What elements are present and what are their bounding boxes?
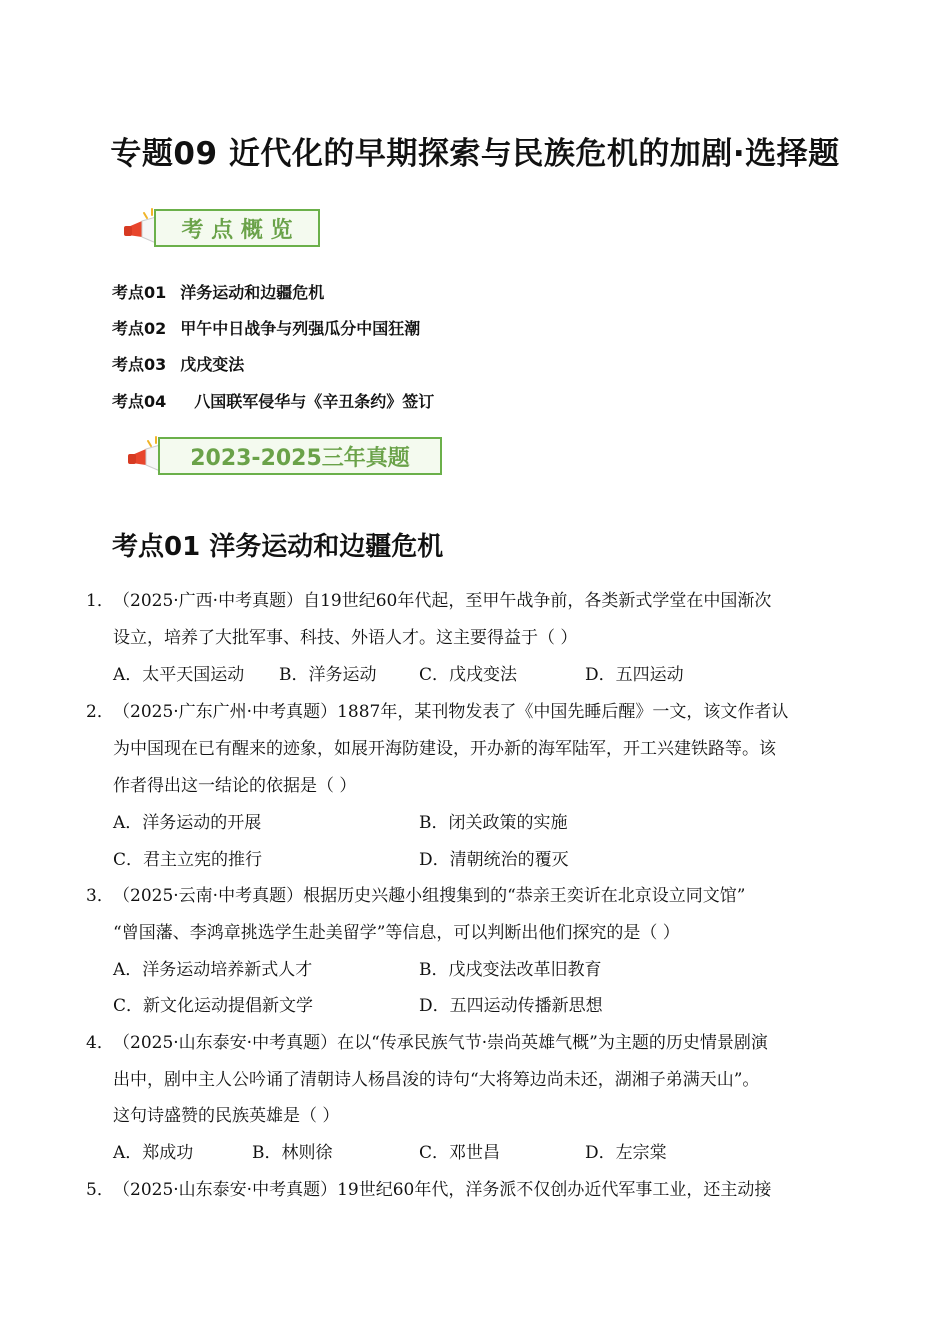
option: C．君主立宪的推行 xyxy=(113,850,263,870)
toc-text: 八国联军侵华与《辛丑条约》签订 xyxy=(194,392,435,411)
toc-number: 考点02 xyxy=(112,319,167,338)
question-text: 作者得出这一结论的依据是（ ） xyxy=(113,776,357,796)
option: C．邓世昌 xyxy=(419,1143,501,1163)
toc-text: 洋务运动和边疆危机 xyxy=(180,283,325,302)
question-text: （2025·广西·中考真题）自19世纪60年代起，至甲午战争前，各类新式学堂在中国渐次 xyxy=(113,591,772,611)
toc-item xyxy=(112,352,244,375)
toc-item xyxy=(112,280,324,303)
option: B．戊戌变法改革旧教育 xyxy=(419,960,602,980)
option: B．闭关政策的实施 xyxy=(419,813,568,833)
option: B．洋务运动 xyxy=(279,665,377,685)
toc-item xyxy=(112,389,434,412)
option: A．洋务运动培养新式人才 xyxy=(113,960,313,980)
toc-text: 戊戌变法 xyxy=(180,355,245,374)
question-number: 5． xyxy=(86,1180,114,1200)
question-text: （2025·山东泰安·中考真题）19世纪60年代，洋务派不仅创办近代军事工业，还主动接 xyxy=(113,1180,772,1200)
toc-number: 考点01 xyxy=(112,283,167,302)
overview-banner-label: 考 点 概 览 xyxy=(154,209,320,247)
question-text: 设立，培养了大批军事、科技、外语人才。这主要得益于（ ） xyxy=(113,628,578,648)
question-text: “曾国藩、李鸿章挑选学生赴美留学”等信息，可以判断出他们探究的是（ ） xyxy=(113,923,680,943)
option: A．郑成功 xyxy=(113,1143,194,1163)
document-title: 专题09 近代化的早期探索与民族危机的加剧·选择题 xyxy=(110,136,840,172)
question-number: 3． xyxy=(86,886,114,906)
option: C．新文化运动提倡新文学 xyxy=(113,996,314,1016)
option: C．戊戌变法 xyxy=(419,665,518,685)
years-banner-label: 2023-2025三年真题 xyxy=(158,437,442,475)
question-text: （2025·云南·中考真题）根据历史兴趣小组搜集到的“恭亲王奕䜣在北京设立同文馆” xyxy=(113,886,746,906)
option: D．五四运动 xyxy=(585,665,684,685)
question-number: 2． xyxy=(86,702,114,722)
question-text: 出中，剧中主人公吟诵了清朝诗人杨昌浚的诗句“大将筹边尚未还，湖湘子弟满天山”。 xyxy=(113,1070,760,1090)
toc-text: 甲午中日战争与列强瓜分中国狂潮 xyxy=(180,319,421,338)
question-text: 这句诗盛赞的民族英雄是（ ） xyxy=(113,1106,340,1126)
toc-item xyxy=(112,316,420,339)
toc-number: 考点03 xyxy=(112,355,167,374)
section-heading: 考点01 洋务运动和边疆危机 xyxy=(112,532,444,562)
option: D．左宗棠 xyxy=(585,1143,667,1163)
overview-banner xyxy=(122,205,322,249)
years-banner xyxy=(126,433,444,477)
question-text: （2025·广东广州·中考真题）1887年，某刊物发表了《中国先睡后醒》一文，该文作者认 xyxy=(113,702,789,722)
question-text: 为中国现在已有醒来的迹象，如展开海防建设，开办新的海军陆军，开工兴建铁路等。该 xyxy=(113,739,776,759)
option: D．五四运动传播新思想 xyxy=(419,996,603,1016)
toc-number: 考点04 xyxy=(112,392,167,411)
question-number: 4． xyxy=(86,1033,114,1053)
option: A．太平天国运动 xyxy=(113,665,245,685)
question-number: 1． xyxy=(86,591,114,611)
option: D．清朝统治的覆灭 xyxy=(419,850,569,870)
question-text: （2025·山东泰安·中考真题）在以“传承民族气节·崇尚英雄气概”为主题的历史情景剧演 xyxy=(113,1033,768,1053)
option: B．林则徐 xyxy=(252,1143,333,1163)
option: A．洋务运动的开展 xyxy=(113,813,262,833)
